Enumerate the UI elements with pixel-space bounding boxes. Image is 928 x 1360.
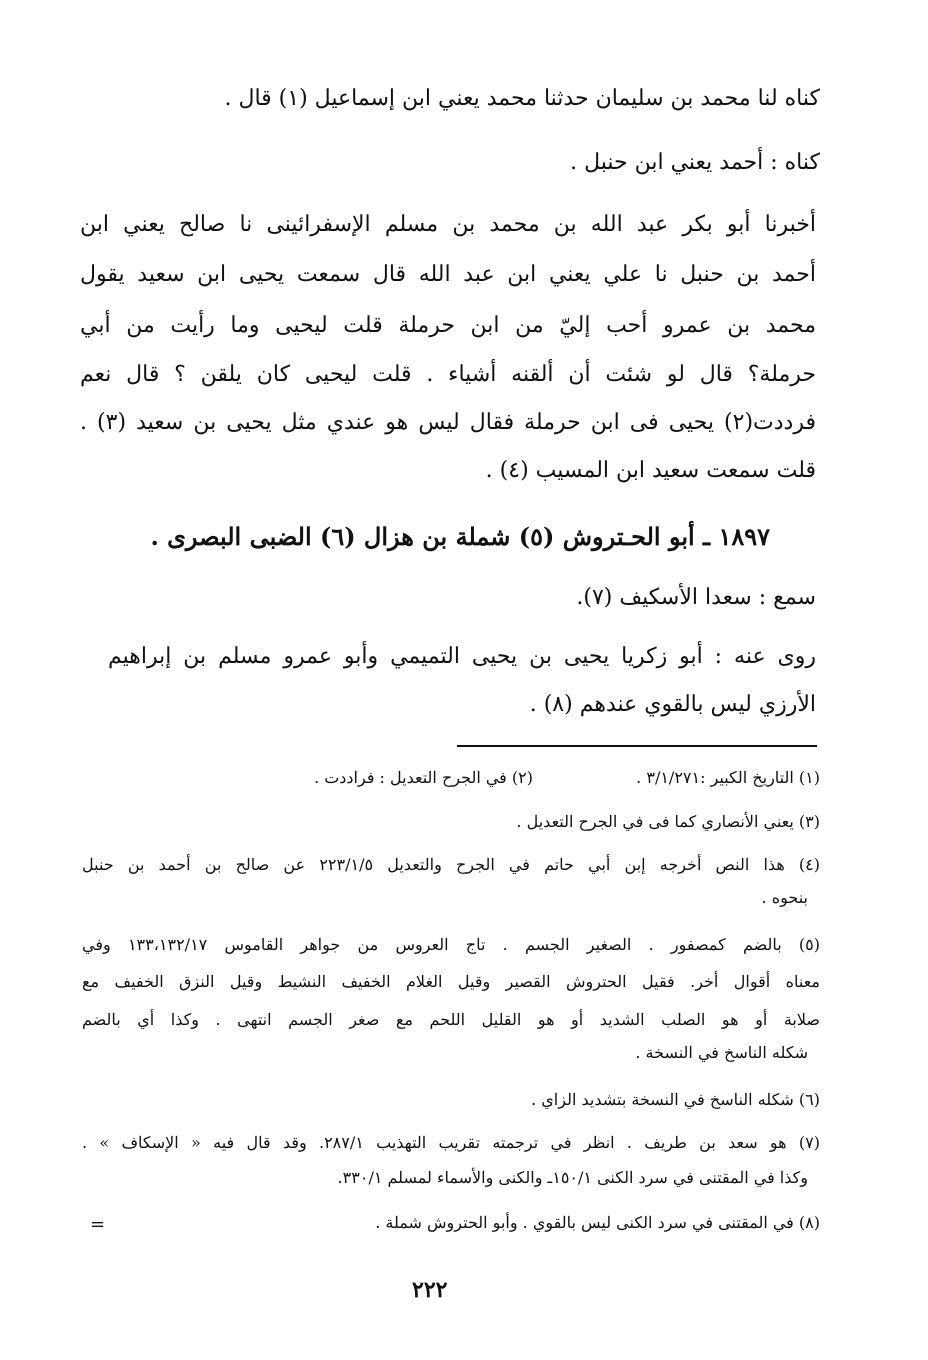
page-number: ٢٢٢ — [412, 1277, 448, 1303]
body-line-2: كناه : أحمد يعني ابن حنبل . — [570, 150, 820, 175]
footnote-4-line-2: بنحوه . — [761, 888, 808, 907]
body-line-6: حرملة؟ قال لو شئت أن ألقنه أشياء . قلت ليحيى كان يلقن ؟ قال نعم — [80, 362, 816, 387]
body-line-5: محمد بن عمرو أحب إليّ من ابن حرملة قلت ليحيى وما رأيت من أبي — [80, 313, 816, 338]
footnote-1: (١) التاريخ الكبير :٣/١/٢٧١ . — [636, 768, 820, 787]
body-line-4: أحمد بن حنبل نا علي يعني ابن عبد الله قال سمعت يحيى ابن سعيد يقول — [80, 262, 816, 287]
entry-heading: ١٨٩٧ ـ أبو الحـتروش (٥) شملة بن هزال (٦) الضبى البصرى . — [150, 522, 770, 551]
entry-line-narrators: روى عنه : أبو زكريا يحيى بن يحيى التميمي وأبو عمرو مسلم بن إبراهيم — [108, 644, 816, 669]
footnote-4-line-1: (٤) هذا النص أخرجه إبن أبي حاتم في الجرح والتعديل ٢٢٣/١/٥ عن صالح بن أحمد بن حنبل — [82, 855, 821, 874]
footnote-3: (٣) يعني الأنصاري كما فى في الجرح التعديل . — [516, 812, 820, 831]
footnote-5-line-2: معناه أقوال أخر. فقيل الحتروش القصير وقيل الغلام الخفيف النشيط وقيل النزق الخفيف مع — [82, 972, 820, 991]
footnote-5-line-3: صلابة أو هو الصلب الشديد أو هو القليل اللحم مع صغر الجسم انتهى . وكذا أي بالضم — [82, 1010, 820, 1029]
entry-line-heard: سمع : سعدا الأسكيف (٧). — [576, 585, 816, 610]
footnote-7-line-2: وكذا في المقتنى في سرد الكنى ١٥٠/١ـ والكنى والأسماء لمسلم ٣٣٠/١. — [337, 1168, 808, 1187]
footnote-5-line-4: شكله الناسخ في النسخة . — [635, 1043, 808, 1062]
footnote-separator — [457, 745, 817, 747]
body-line-1: كناه لنا محمد بن سليمان حدثنا محمد يعني ابن إسماعيل (١) قال . — [224, 86, 820, 111]
footnote-2: (٢) في الجرح التعديل : فرادد‌ت . — [314, 768, 533, 787]
body-line-3: أخبرنا أبو بكر عبد الله بن محمد بن مسلم الإسفرائينى نا صالح يعني ابن — [80, 212, 816, 237]
footnote-8: (٨) في المقتنى في سرد الكنى ليس بالقوي . وأبو الحتروش شملة . — [375, 1213, 820, 1232]
body-line-7: فرددت(٢) يحيى فى ابن حرملة فقال ليس هو عندي مثل يحيى بن سعيد (٣) . — [80, 410, 816, 435]
entry-line-narrators-cont: الأرزي ليس بالقوي عندهم (٨) . — [529, 692, 816, 717]
footnote-6: (٦) شكله الناسخ في النسخة بتشديد الزاي . — [531, 1090, 820, 1109]
footnote-5-line-1: (٥) بالضم كمصفور . الصغير الجسم . تاج العروس من جواهر القاموس ١٣٣،١٣٢/١٧ وفي — [82, 935, 821, 954]
continuation-mark: = — [90, 1214, 106, 1235]
footnote-7-line-1: (٧) هو سعد بن طريف . انظر في ترجمته تقريب التهذيب ٢٨٧/١. وقد قال فيه « الإسكاف » . — [82, 1133, 820, 1152]
body-line-8: قلت سمعت سعيد ابن المسيب (٤) . — [485, 458, 816, 483]
